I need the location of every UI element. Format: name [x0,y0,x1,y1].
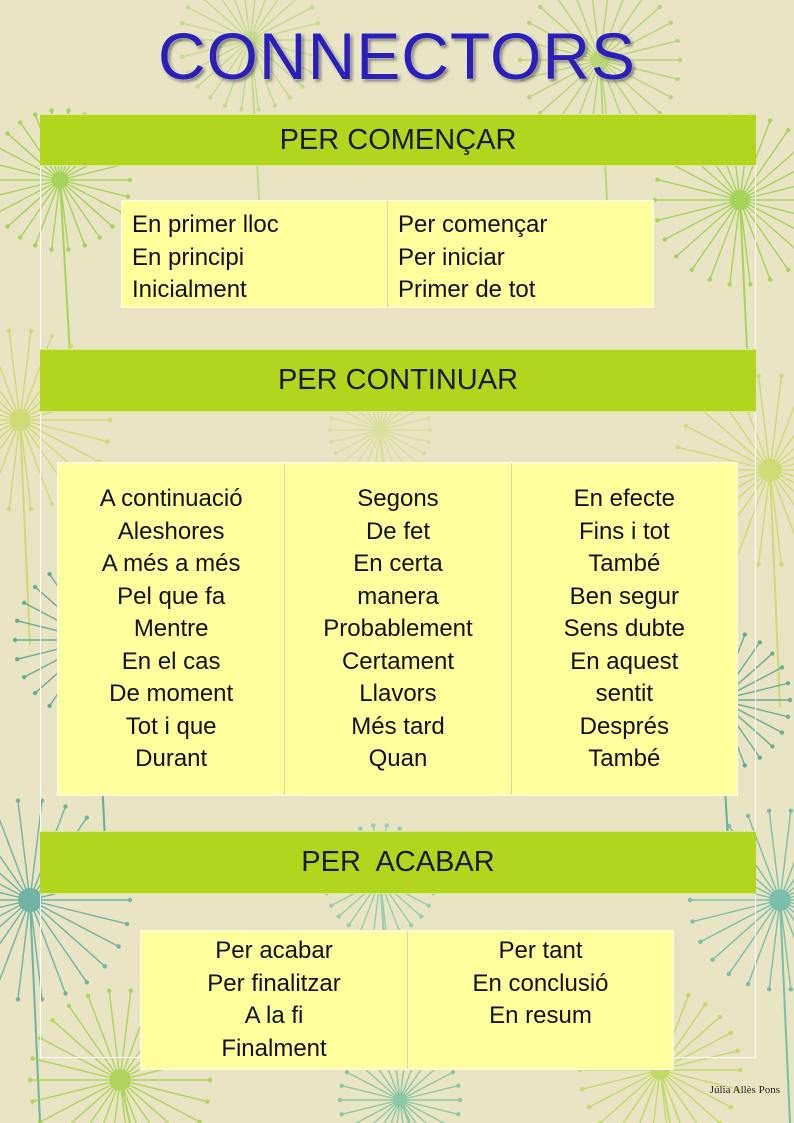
connector-word: Inicialment [132,276,247,303]
table-column [511,463,737,795]
table-column [284,463,510,795]
section-heading-per-comencar: PER COMENÇAR [40,114,756,166]
connector-word: Més tard [351,712,445,740]
connector-word: Per acabar [215,937,333,964]
connector-word: De moment [109,680,234,707]
connector-word: Finalment [221,1034,327,1062]
table-column [58,463,284,795]
connector-word: Després [579,712,669,740]
connector-word: Sens dubte [563,615,686,642]
connector-word: A més a més [101,550,241,577]
connector-word: Llavors [359,680,437,707]
connector-word: També [588,550,661,577]
connector-word: Probablement [323,615,473,642]
connector-word: Segons [357,485,439,512]
table-column [407,931,673,1069]
connector-word: En efecte [573,485,676,512]
table-column [141,931,407,1069]
connector-word: Pel que fa [117,582,226,610]
connector-word: En aquest [570,647,679,675]
connector-word: Per començar [398,211,548,238]
connector-word: Primer de tot [398,276,536,303]
connector-word: En resum [489,1002,592,1029]
connector-word: De fet [365,517,430,545]
connector-word: A continuació [99,485,243,512]
table-per-acabar [140,930,674,1070]
table-column [122,201,387,307]
section-heading-per-acabar: PER ACABAR [40,831,756,894]
connector-word: En el cas [121,647,221,675]
connector-word: Ben segur [569,582,680,610]
connector-word: manera [357,582,439,610]
connector-word: També [588,745,661,772]
section-heading-per-continuar: PER CONTINUAR [40,349,756,412]
connector-word: Per iniciar [398,243,505,271]
connector-word: Per tant [498,937,583,964]
table-column [387,201,653,307]
connector-word: Durant [135,745,208,772]
page-title: CONNECTORS [157,19,637,93]
connector-word: sentit [595,680,653,707]
connector-word: Mentre [133,615,209,642]
connector-word: Certament [341,647,455,675]
connector-word: Tot i que [125,712,217,740]
connector-word: Aleshores [117,517,225,545]
connector-word: En primer lloc [132,211,279,238]
author-credit: Júlia Allès Pons [709,1084,780,1096]
table-per-comencar [121,200,654,308]
connector-word: En principi [132,243,245,271]
connector-word: Quan [368,745,428,772]
connector-word: Fins i tot [578,517,670,545]
table-per-continuar [57,462,738,796]
connector-word: A la fi [244,1002,304,1029]
connector-word: En conclusió [472,969,609,997]
connector-word: Per finalitzar [207,969,341,997]
connector-word: En certa [353,550,443,577]
